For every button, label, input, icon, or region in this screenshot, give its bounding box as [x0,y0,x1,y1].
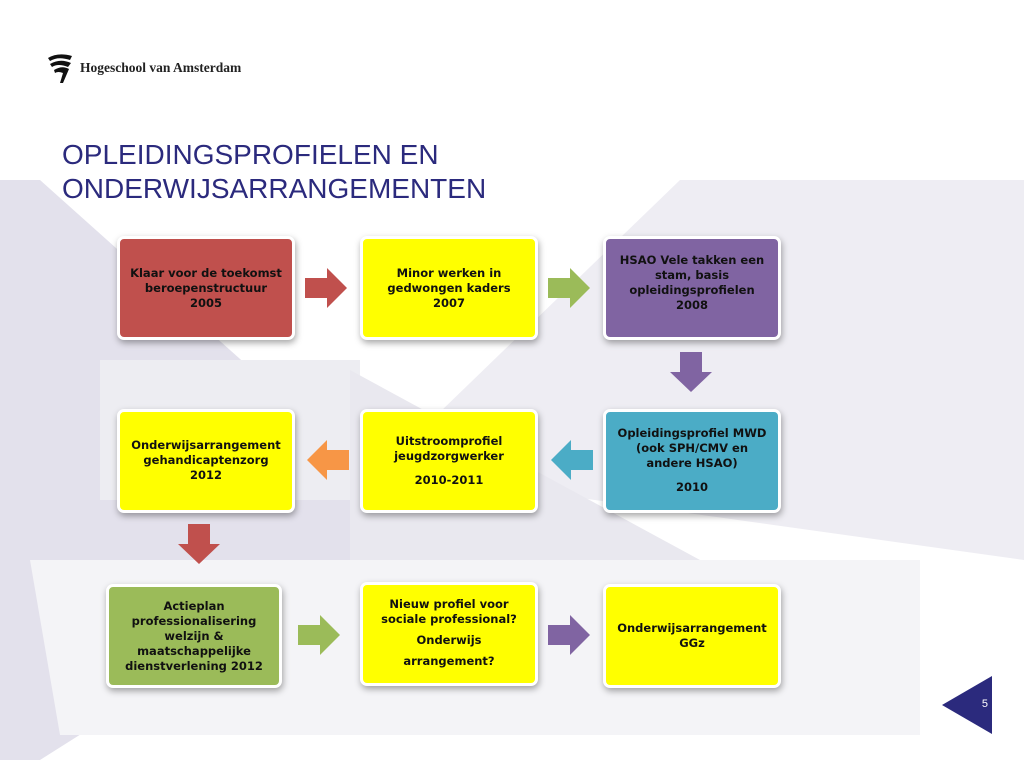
flow-box-text: Actieplan professionalisering welzijn & maatschappelijke dienstverlening 2012 [125,598,263,673]
arrow-down-2 [178,524,220,564]
flow-box-year: 2010 [675,480,708,494]
arrow-right-4 [548,615,590,655]
flow-box-uitstroomprofiel [360,409,538,513]
flow-box-minor [360,236,538,340]
flow-box-opleidingsprofiel-mwd [603,409,781,513]
flow-box-text: Nieuw profiel voor sociale professional? [381,597,517,626]
flow-box-text: Onderwijsarrangement gehandicaptenzorg 2012 [131,438,281,482]
page-title [62,138,662,206]
arrow-right-1 [305,268,347,308]
flow-box-text: Opleidingsprofiel MWD (ook SPH/CMV en andere HSAO) [617,426,767,470]
flow-box-text: HSAO Vele takken een stam, basis opleidingsprofielen 2008 [619,253,765,312]
flow-box-text: Onderwijsarrangement GGz [617,621,767,650]
flow-box-ggz [603,584,781,688]
title-line-2: ONDERWIJSARRANGEMENTEN [62,173,487,204]
flow-box-beroepenstructuur [117,236,295,340]
flow-box-text: Uitstroomprofiel jeugdzorgwerker [394,434,504,463]
page-number: 5 [981,698,988,710]
flow-box-actieplan [106,584,282,688]
arrow-down-1 [670,352,712,392]
arrow-left-2 [307,440,349,480]
flow-box-gehandicaptenzorg [117,409,295,513]
flow-box-text: Klaar voor de toekomst beroepenstructuur 2005 [130,265,282,310]
arrow-right-2 [548,268,590,308]
arrow-left-1 [551,440,593,480]
arrow-right-3 [298,615,340,655]
logo-icon [46,52,74,84]
logo [46,52,241,84]
flow-box-text-3: arrangement? [403,654,495,668]
title-line-1: OPLEIDINGSPROFIELEN EN [62,139,439,170]
flow-box-nieuw-profiel [360,582,538,686]
flow-box-text-2: Onderwijs [416,633,482,647]
logo-text: Hogeschool van Amsterdam [80,60,242,75]
flow-box-hsao [603,236,781,340]
flow-box-year: 2010-2011 [414,473,484,487]
flow-box-text: Minor werken in gedwongen kaders 2007 [387,265,511,310]
